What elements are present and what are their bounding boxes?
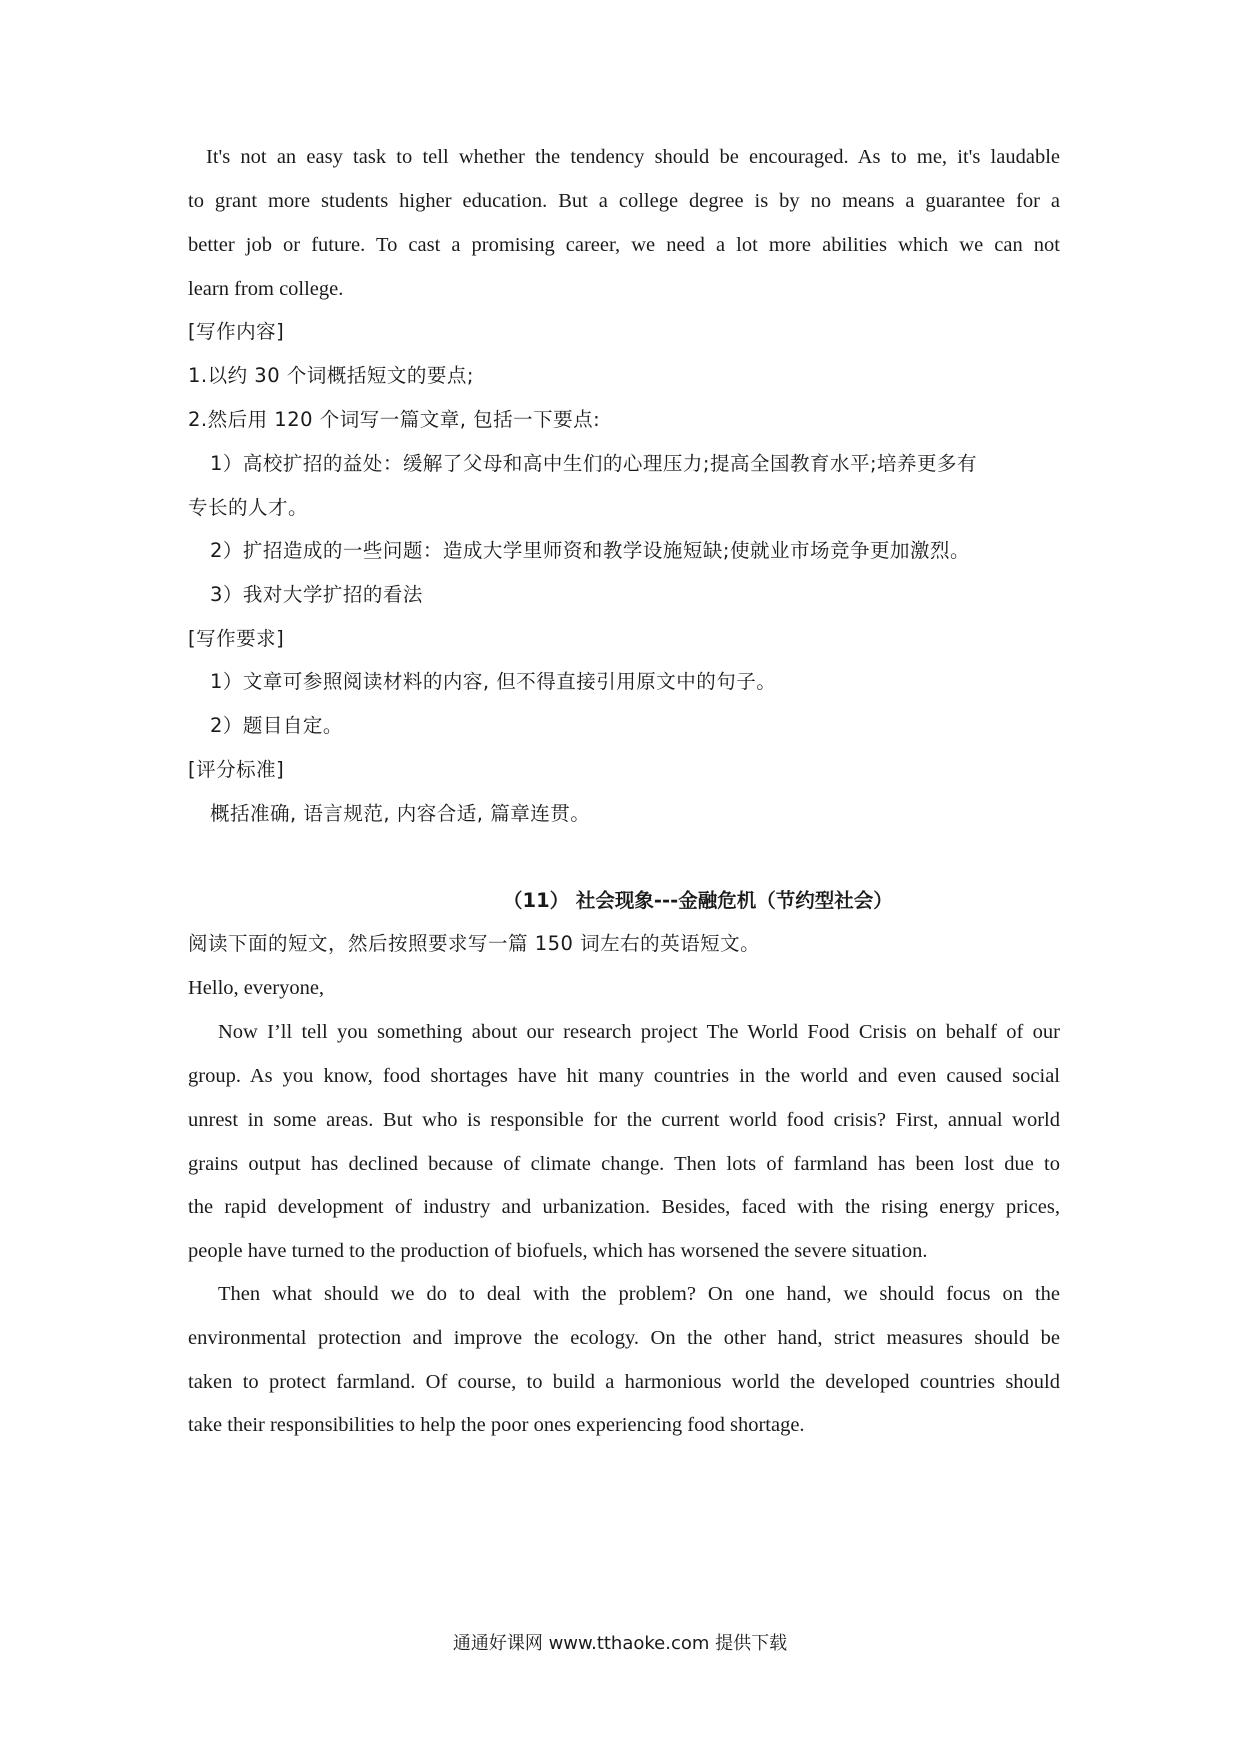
scoring-text: 概括准确, 语言规范, 内容合适, 篇章连贯。 bbox=[210, 802, 591, 825]
writing-content-item2: 2.然后用 120 个词写一篇文章, 包括一下要点: bbox=[188, 408, 601, 431]
greeting: Hello, everyone, bbox=[188, 977, 325, 999]
paragraph2-line1: Now I’ll tell you something about our research project The World Food Crisis on behalf of our bbox=[218, 1021, 1060, 1043]
paragraph1-line2: to grant more students higher education. But a college degree is by no means a guarantee for a bbox=[188, 190, 1060, 212]
writing-content-point3: 3）我对大学扩招的看法 bbox=[210, 583, 423, 606]
paragraph3-line2: environmental protection and improve the ecology. On the other hand, strict measures should be bbox=[188, 1327, 1060, 1349]
paragraph3-line4: take their responsibilities to help the poor ones experiencing food shortage. bbox=[188, 1414, 805, 1436]
paragraph3-line3: taken to protect farmland. Of course, to build a harmonious world the developed countries should bbox=[188, 1371, 1060, 1393]
instruction: 阅读下面的短文，然后按照要求写一篇 150 词左右的英语短文。 bbox=[188, 932, 761, 955]
paragraph2-line3: unrest in some areas. But who is responsible for the current world food crisis? First, annual world bbox=[188, 1109, 1060, 1131]
writing-requirements-heading: [写作要求] bbox=[188, 627, 285, 650]
footer-text: 通通好课网 www.tthaoke.com 提供下载 bbox=[452, 1633, 788, 1654]
paragraph1-line3: better job or future. To cast a promising career, we need a lot more abilities which we can not bbox=[188, 234, 1060, 256]
paragraph1-line1: It's not an easy task to tell whether the tendency should be encouraged. As to me, it's laudable bbox=[206, 146, 1060, 168]
writing-content-point2: 2）扩招造成的一些问题：造成大学里师资和教学设施短缺;使就业市场竞争更加激烈。 bbox=[210, 539, 970, 562]
paragraph2-line5: the rapid development of industry and urbanization. Besides, faced with the rising energy prices, bbox=[188, 1196, 1060, 1218]
paragraph3-line1: Then what should we do to deal with the problem? On one hand, we should focus on the bbox=[218, 1283, 1060, 1305]
writing-requirement-1: 1）文章可参照阅读材料的内容, 但不得直接引用原文中的句子。 bbox=[210, 670, 777, 693]
writing-requirement-2: 2）题目自定。 bbox=[210, 714, 343, 737]
writing-content-item1: 1.以约 30 个词概括短文的要点; bbox=[188, 364, 474, 387]
paragraph1-line4: learn from college. bbox=[188, 278, 344, 300]
writing-content-point1-line1: 1）高校扩招的益处：缓解了父母和高中生们的心理压力;提高全国教育水平;培养更多有 bbox=[210, 452, 978, 475]
writing-content-point1-line2: 专长的人才。 bbox=[188, 496, 309, 519]
paragraph2-line6: people have turned to the production of biofuels, which has worsened the severe situation. bbox=[188, 1240, 928, 1262]
section-title: （11） 社会现象---金融危机（节约型社会） bbox=[503, 889, 893, 912]
writing-content-heading: [写作内容] bbox=[188, 320, 285, 343]
paragraph2-line4: grains output has declined because of climate change. Then lots of farmland has been lost due to bbox=[188, 1153, 1060, 1175]
scoring-heading: [评分标准] bbox=[188, 758, 285, 781]
paragraph2-line2: group. As you know, food shortages have hit many countries in the world and even caused social bbox=[188, 1065, 1060, 1087]
